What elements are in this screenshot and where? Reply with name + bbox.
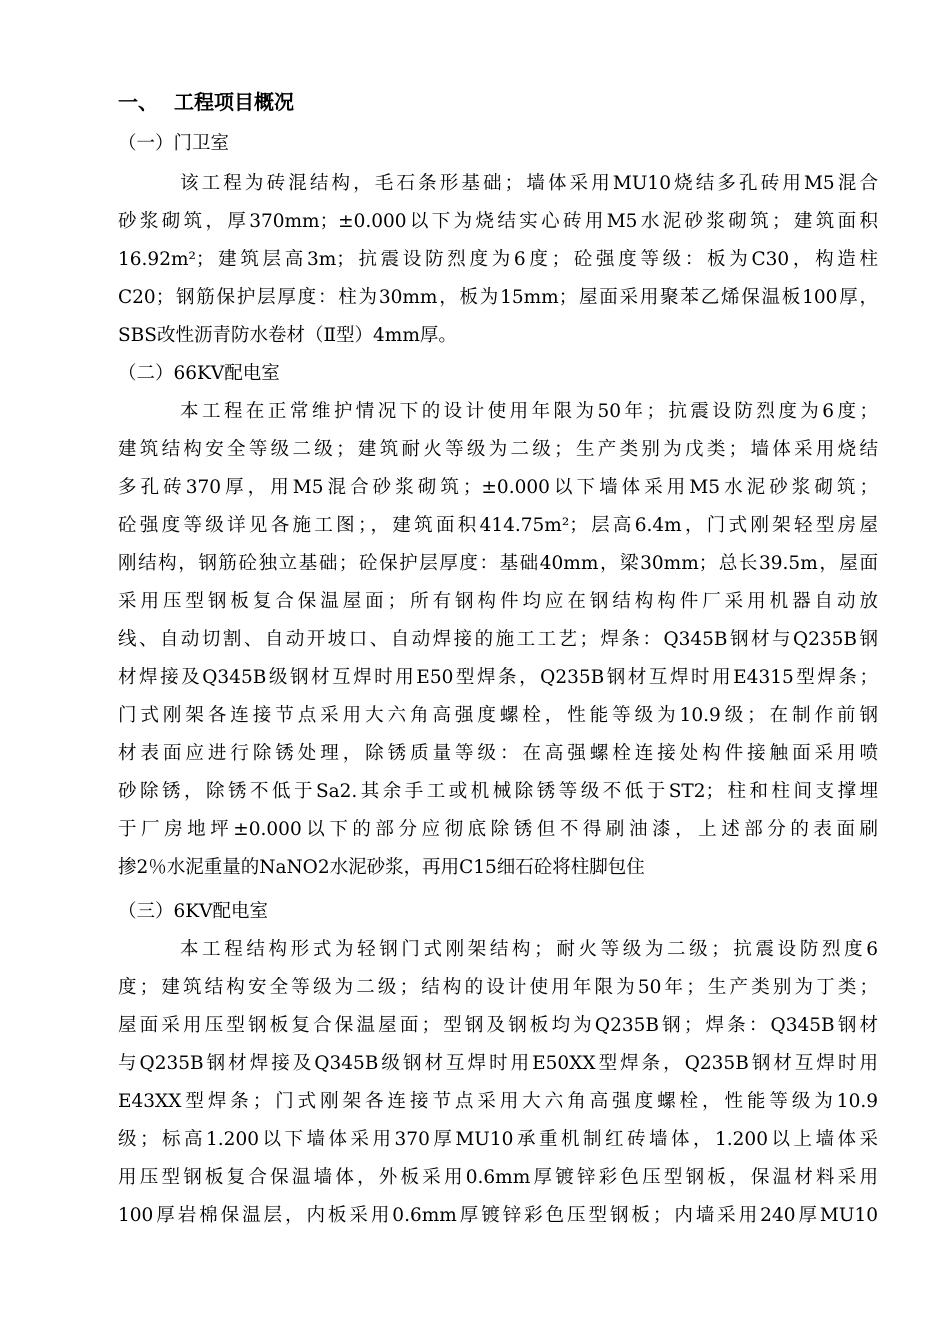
section-heading bbox=[118, 86, 294, 118]
paragraph-line: 材表面应进行除锈处理，除锈质量等级：在高强螺栓连接处构件接触面采用喷 bbox=[118, 743, 878, 764]
paragraph-line: 于厂房地坪±0.000以下的部分应彻底除锈但不得刷油漆，上述部分的表面刷 bbox=[118, 819, 878, 840]
paragraph-line: 本工程在正常维护情况下的设计使用年限为50年；抗震设防烈度为6度； bbox=[180, 401, 878, 422]
paragraph-line: SBS改性沥青防水卷材（Ⅱ型）4mm厚。 bbox=[118, 325, 457, 346]
paragraph-line: 采用压型钢板复合保温屋面；所有钢构件均应在钢结构构件厂采用机器自动放 bbox=[118, 591, 878, 612]
paragraph-line: 材焊接及Q345B级钢材互焊时用E50型焊条，Q235B钢材互焊时用E4315型焊条； bbox=[118, 667, 878, 688]
paragraph-line: E43XX型焊条；门式刚架各连接节点采用大六角高强度螺栓，性能等级为10.9 bbox=[118, 1091, 878, 1112]
paragraph-line: 砼强度等级详见各施工图；，建筑面积414.75m²；层高6.4m，门式刚架轻型房屋 bbox=[118, 515, 878, 536]
paragraph-line: C20；钢筋保护层厚度：柱为30mm，板为15mm；屋面采用聚苯乙烯保温板100厚， bbox=[118, 287, 878, 308]
paragraph-line: 砂除锈，除锈不低于Sa2.其余手工或机械除锈等级不低于ST2；柱和柱间支撑埋 bbox=[118, 781, 878, 802]
paragraph-line: 本工程结构形式为轻钢门式刚架结构；耐火等级为二级；抗震设防烈度6 bbox=[180, 939, 878, 960]
paragraph-line: 该工程为砖混结构，毛石条形基础；墙体采用MU10烧结多孔砖用M5混合 bbox=[180, 173, 878, 194]
subsection-title-1: （一）门卫室 bbox=[118, 133, 230, 154]
paragraph-line: 刚结构，钢筋砼独立基础；砼保护层厚度：基础40mm，梁30mm；总长39.5m，屋面 bbox=[118, 553, 878, 574]
paragraph-line: 掺2％水泥重量的NaNO2水泥砂浆，再用C15细石砼将柱脚包住 bbox=[118, 857, 645, 878]
paragraph-line: 16.92m²；建筑层高3m；抗震设防烈度为6度；砼强度等级：板为C30，构造柱 bbox=[118, 249, 878, 270]
subsection-title-3: （三）6KV配电室 bbox=[118, 901, 268, 922]
paragraph-line: 用压型钢板复合保温墙体，外板采用0.6mm厚镀锌彩色压型钢板，保温材料采用 bbox=[118, 1167, 878, 1188]
paragraph-line: 线、自动切割、自动开坡口、自动焊接的施工工艺；焊条：Q345B钢材与Q235B钢 bbox=[118, 629, 878, 650]
paragraph-line: 100厚岩棉保温层，内板采用0.6mm厚镀锌彩色压型钢板；内墙采用240厚MU10 bbox=[118, 1205, 878, 1226]
heading-number: 一、 bbox=[118, 90, 158, 114]
paragraph-line: 与Q235B钢材焊接及Q345B级钢材互焊时用E50XX型焊条，Q235B钢材互焊时用 bbox=[118, 1053, 878, 1074]
paragraph-line: 屋面采用压型钢板复合保温屋面；型钢及钢板均为Q235B钢；焊条：Q345B钢材 bbox=[118, 1015, 878, 1036]
paragraph-line: 多孔砖370厚，用M5混合砂浆砌筑；±0.000以下墙体采用M5水泥砂浆砌筑； bbox=[118, 477, 878, 498]
paragraph-line: 门式刚架各连接节点采用大六角高强度螺栓，性能等级为10.9级；在制作前钢 bbox=[118, 705, 878, 726]
paragraph-line: 砂浆砌筑，厚370mm；±0.000以下为烧结实心砖用M5水泥砂浆砌筑；建筑面积 bbox=[118, 211, 878, 232]
paragraph-line: 级；标高1.200以下墙体采用370厚MU10承重机制红砖墙体，1.200以上墙体采 bbox=[118, 1129, 878, 1150]
subsection-title-2: （二）66KV配电室 bbox=[118, 363, 280, 384]
paragraph-line: 建筑结构安全等级二级；建筑耐火等级为二级；生产类别为戊类；墙体采用烧结 bbox=[118, 439, 878, 460]
heading-title: 工程项目概况 bbox=[174, 90, 294, 114]
paragraph-line: 度；建筑结构安全等级为二级；结构的设计使用年限为50年；生产类别为丁类； bbox=[118, 977, 878, 998]
